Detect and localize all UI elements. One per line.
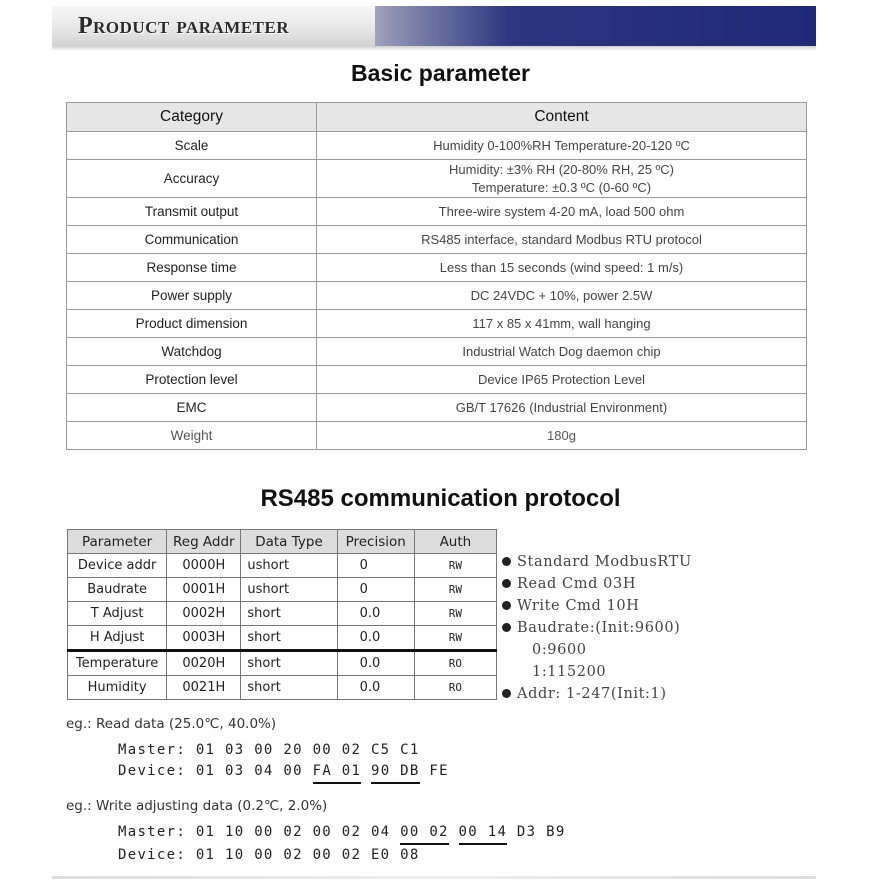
table-row <box>68 602 497 626</box>
crc-suffix: D3 B9 <box>516 824 566 840</box>
banner-shadow <box>52 46 816 51</box>
cell-reg-addr: 0021H <box>167 676 241 700</box>
cell-reg-addr: 0003H <box>167 626 241 651</box>
device-prefix: Device: 01 03 04 00 <box>118 763 303 779</box>
cell-data-type: ushort <box>241 554 337 578</box>
list-item <box>502 683 692 705</box>
cell-auth: RO <box>414 676 496 700</box>
basic-parameter-title: Basic parameter <box>351 60 530 86</box>
cell-auth: RW <box>414 626 496 651</box>
row-category: Accuracy <box>67 160 317 198</box>
cell-parameter: Temperature <box>68 651 167 676</box>
row-category: Transmit output <box>67 198 317 226</box>
table-row <box>67 160 807 198</box>
temperature-adjust-bytes: 00 02 <box>400 824 449 845</box>
cell-precision: 0.0 <box>337 602 414 626</box>
note-text: Standard ModbusRTU <box>517 554 692 570</box>
row-category: Watchdog <box>67 338 317 366</box>
table-row <box>67 132 807 160</box>
accuracy-humidity: Humidity: ±3% RH (20-80% RH, 25 ºC) <box>449 161 674 177</box>
cell-reg-addr: 0020H <box>167 651 241 676</box>
cell-parameter: H Adjust <box>68 626 167 651</box>
note-text: Write Cmd 10H <box>517 598 640 614</box>
table-row <box>67 394 807 422</box>
note-text: Baudrate:(Init:9600) <box>517 620 681 636</box>
table-row <box>67 254 807 282</box>
rs-header-data-type: Data Type <box>241 530 337 554</box>
bullet-dot-icon <box>502 557 511 566</box>
list-item <box>502 595 692 617</box>
cell-data-type: short <box>241 651 337 676</box>
cell-data-type: short <box>241 602 337 626</box>
cell-parameter: Humidity <box>68 676 167 700</box>
read-master-line: Master: 01 03 00 20 00 02 C5 C1 <box>118 742 420 758</box>
footer-divider <box>52 876 816 879</box>
row-content: Humidity 0-100%RH Temperature-20-120 ºC <box>317 132 807 160</box>
basic-header-content: Content <box>317 103 807 132</box>
note-text: 0:9600 <box>532 642 587 658</box>
row-content: 180g <box>317 422 807 450</box>
cell-parameter: Device addr <box>68 554 167 578</box>
note-text: Addr: 1-247(Init:1) <box>517 686 667 702</box>
cell-data-type: short <box>241 676 337 700</box>
list-item <box>502 661 692 683</box>
master-prefix: Master: 01 10 00 02 00 02 04 <box>118 824 391 840</box>
table-row <box>67 282 807 310</box>
row-category: Protection level <box>67 366 317 394</box>
cell-reg-addr: 0002H <box>167 602 241 626</box>
cell-reg-addr: 0001H <box>167 578 241 602</box>
banner-title: Product parameter <box>78 13 290 39</box>
cell-precision: 0.0 <box>337 676 414 700</box>
rs-header-auth: Auth <box>414 530 496 554</box>
row-content: Industrial Watch Dog daemon chip <box>317 338 807 366</box>
cell-precision: 0 <box>337 554 414 578</box>
cell-auth: RW <box>414 578 496 602</box>
table-row <box>68 578 497 602</box>
list-item <box>502 573 692 595</box>
table-row <box>67 198 807 226</box>
humidity-adjust-bytes: 00 14 <box>459 824 508 845</box>
row-content: Less than 15 seconds (wind speed: 1 m/s) <box>317 254 807 282</box>
rs-header-precision: Precision <box>337 530 414 554</box>
bullet-dot-icon <box>502 579 511 588</box>
cell-precision: 0.0 <box>337 626 414 651</box>
cell-data-type: short <box>241 626 337 651</box>
table-row <box>67 226 807 254</box>
read-example-label: eg.: Read data (25.0℃, 40.0%) <box>66 716 277 732</box>
row-content: 117 x 85 x 41mm, wall hanging <box>317 310 807 338</box>
row-content <box>317 160 807 198</box>
row-content: DC 24VDC + 10%, power 2.5W <box>317 282 807 310</box>
cell-reg-addr: 0000H <box>167 554 241 578</box>
temperature-bytes: FA 01 <box>313 763 362 784</box>
basic-header-category: Category <box>67 103 317 132</box>
note-text: Read Cmd 03H <box>517 576 637 592</box>
cell-auth: RW <box>414 602 496 626</box>
row-category: Scale <box>67 132 317 160</box>
table-row <box>68 651 497 676</box>
rs-header-parameter: Parameter <box>68 530 167 554</box>
table-row <box>68 676 497 700</box>
accuracy-temperature: Temperature: ±0.3 ºC (0-60 ºC) <box>471 179 652 195</box>
list-item <box>502 617 692 639</box>
cell-data-type: ushort <box>241 578 337 602</box>
cell-precision: 0 <box>337 578 414 602</box>
cell-precision: 0.0 <box>337 651 414 676</box>
list-item <box>502 551 692 573</box>
row-content: Three-wire system 4-20 mA, load 500 ohm <box>317 198 807 226</box>
list-item <box>502 639 692 661</box>
row-content: RS485 interface, standard Modbus RTU protocol <box>317 226 807 254</box>
row-category: Power supply <box>67 282 317 310</box>
cell-auth: RO <box>414 651 496 676</box>
table-row <box>67 422 807 450</box>
row-content: Device IP65 Protection Level <box>317 366 807 394</box>
row-content: GB/T 17626 (Industrial Environment) <box>317 394 807 422</box>
cell-auth: RW <box>414 554 496 578</box>
protocol-notes <box>502 551 692 705</box>
cell-parameter: T Adjust <box>68 602 167 626</box>
humidity-bytes: 90 DB <box>371 763 420 784</box>
bullet-dot-icon <box>502 601 511 610</box>
write-device-line: Device: 01 10 00 02 00 02 E0 08 <box>118 847 420 863</box>
rs485-title: RS485 communication protocol <box>260 485 621 512</box>
read-device-line <box>118 763 449 779</box>
crc-suffix: FE <box>429 763 449 779</box>
table-row <box>67 310 807 338</box>
table-row <box>68 554 497 578</box>
bullet-dot-icon <box>502 689 511 698</box>
rs485-register-table <box>67 529 497 700</box>
header-banner <box>52 6 816 46</box>
row-category: Response time <box>67 254 317 282</box>
write-example-label: eg.: Write adjusting data (0.2℃, 2.0%) <box>66 798 328 814</box>
row-category: Weight <box>67 422 317 450</box>
table-row <box>67 366 807 394</box>
rs-header-reg-addr: Reg Addr <box>167 530 241 554</box>
note-text: 1:115200 <box>532 664 607 680</box>
table-row <box>68 626 497 651</box>
row-category: Product dimension <box>67 310 317 338</box>
row-category: EMC <box>67 394 317 422</box>
basic-parameter-table <box>66 102 807 450</box>
cell-parameter: Baudrate <box>68 578 167 602</box>
table-row <box>67 338 807 366</box>
write-master-line <box>118 824 566 840</box>
bullet-dot-icon <box>502 623 511 632</box>
row-category: Communication <box>67 226 317 254</box>
